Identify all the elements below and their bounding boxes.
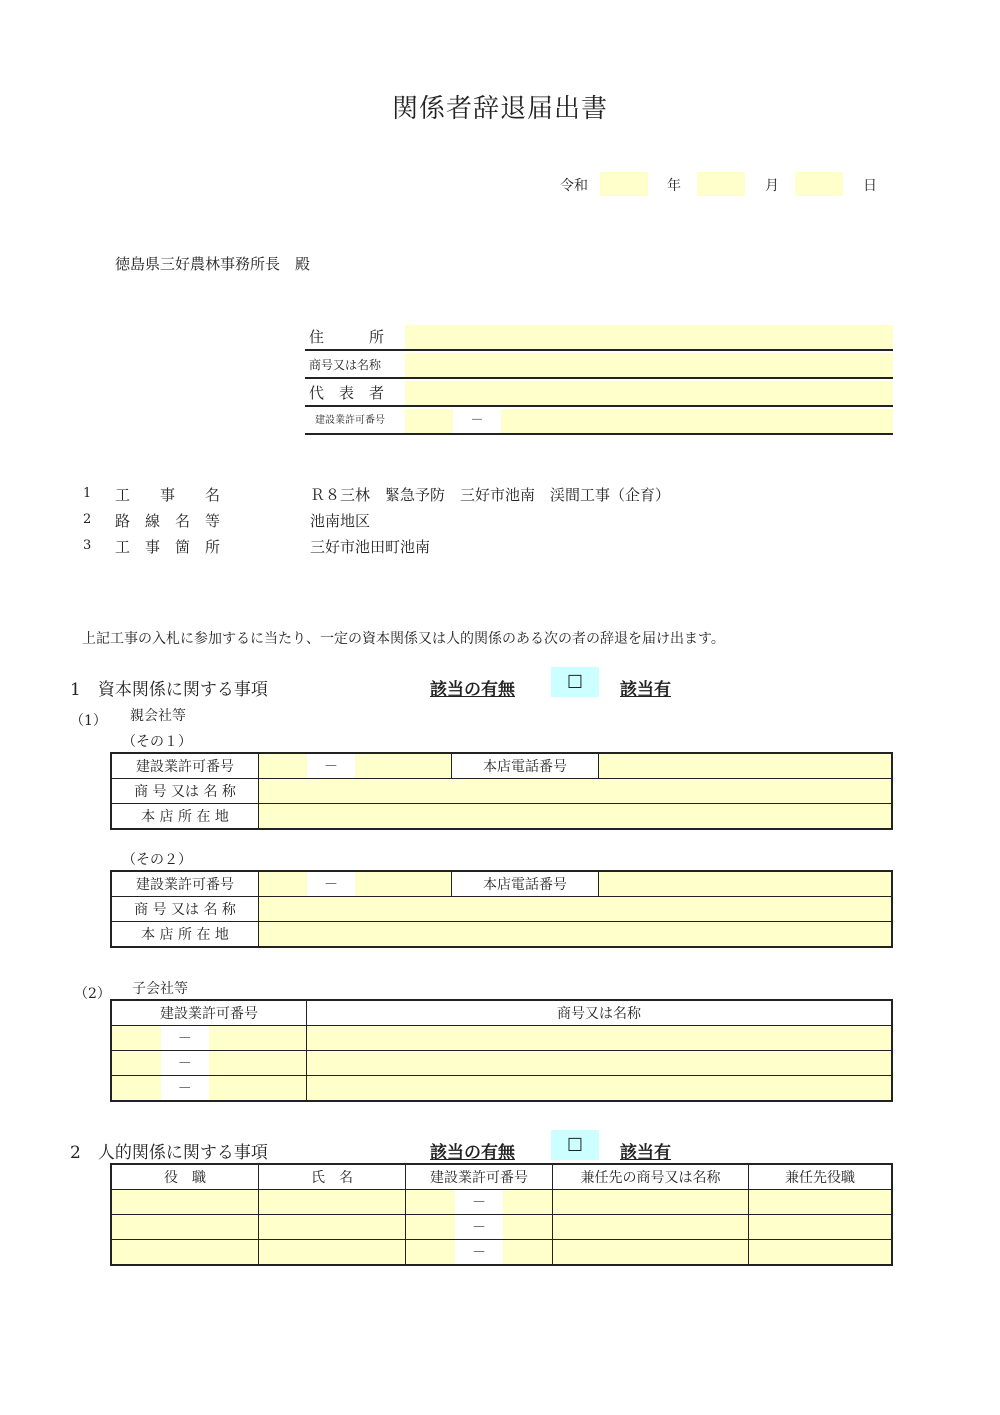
position-field[interactable]: [111, 1190, 259, 1215]
concurrent-company-field[interactable]: [553, 1240, 749, 1266]
date-day-label: 日: [863, 178, 877, 194]
location-header: 本 店 所 在 地: [111, 922, 259, 948]
header-concurrent-company: 兼任先の商号又は名称: [553, 1164, 749, 1190]
location-field[interactable]: [259, 804, 893, 830]
license-field-2[interactable]: [501, 409, 893, 433]
company-name-field[interactable]: [259, 779, 893, 804]
company-name-field[interactable]: [405, 353, 893, 377]
sub2-dash: －: [161, 1026, 209, 1051]
concurrent-company-field[interactable]: [553, 1215, 749, 1240]
sub2-dash: －: [161, 1051, 209, 1076]
date-month-label: 月: [765, 178, 779, 194]
sub2-license-header: 建設業許可番号: [111, 1000, 307, 1026]
personnel-table: [110, 1163, 893, 1266]
concurrent-position-field[interactable]: [749, 1240, 893, 1266]
section2-answer: 該当有: [620, 1143, 671, 1163]
date-day-field[interactable]: [795, 172, 843, 196]
license-label: 建設業許可番号: [315, 415, 385, 426]
sub2-license-a[interactable]: [111, 1026, 161, 1051]
statement: 上記工事の入札に参加するに当たり、一定の資本関係又は人的関係のある次の者の辞退を届け出ます。: [82, 631, 725, 647]
location-field[interactable]: [259, 922, 893, 948]
license-field-b[interactable]: [503, 1215, 552, 1240]
sub2-name-header: 商号又は名称: [307, 1000, 893, 1026]
section1-checkbox[interactable]: ☐: [551, 667, 599, 697]
work-no-1: 1: [83, 486, 92, 501]
license-dash: －: [307, 871, 355, 897]
license-header: 建設業許可番号: [111, 871, 259, 897]
license-header: 建設業許可番号: [111, 753, 259, 779]
sub2-license-b[interactable]: [209, 1026, 307, 1051]
phone-header: 本店電話番号: [452, 753, 599, 779]
company-name-header: 商 号 又は 名 称: [111, 779, 259, 804]
sub2-no: （2）: [74, 986, 111, 1002]
work-value-2: 池南地区: [310, 512, 371, 530]
license-dash: －: [455, 1190, 504, 1215]
location-header: 本 店 所 在 地: [111, 804, 259, 830]
license-field-a[interactable]: [259, 871, 308, 897]
section2-checkbox[interactable]: ☐: [551, 1130, 599, 1160]
sub2-license-a[interactable]: [111, 1051, 161, 1076]
license-dash: －: [455, 1240, 504, 1266]
name-field[interactable]: [259, 1240, 406, 1266]
work-no-3: 3: [83, 538, 92, 553]
sub2-label: 子会社等: [132, 981, 188, 997]
license-field-b[interactable]: [355, 871, 452, 897]
phone-header: 本店電話番号: [452, 871, 599, 897]
representative-label: 代 表 者: [309, 384, 385, 402]
header-concurrent-position: 兼任先役職: [749, 1164, 893, 1190]
concurrent-company-field[interactable]: [553, 1190, 749, 1215]
license-field-1[interactable]: [405, 409, 453, 433]
license-field-a[interactable]: [259, 753, 308, 779]
sub2-name-field[interactable]: [307, 1026, 893, 1051]
sub1-part2: （その２）: [122, 852, 192, 868]
license-field-b[interactable]: [503, 1240, 552, 1266]
license-dash: －: [470, 413, 484, 428]
work-label-1: 工 事 名: [115, 486, 221, 504]
sub2-dash: －: [161, 1076, 209, 1102]
name-field[interactable]: [259, 1190, 406, 1215]
phone-field[interactable]: [599, 753, 893, 779]
position-field[interactable]: [111, 1240, 259, 1266]
parent-company-table-2: [110, 870, 893, 948]
license-field-b[interactable]: [503, 1190, 552, 1215]
applicant-block: [305, 325, 893, 435]
addressee: 徳島県三好農林事務所長 殿: [115, 255, 311, 273]
subsidiary-table: [110, 999, 893, 1102]
license-dash: －: [307, 753, 355, 779]
header-license: 建設業許可番号: [406, 1164, 553, 1190]
header-name: 氏 名: [259, 1164, 406, 1190]
license-field-a[interactable]: [406, 1240, 455, 1266]
license-field-a[interactable]: [406, 1190, 455, 1215]
concurrent-position-field[interactable]: [749, 1215, 893, 1240]
header-position: 役 職: [111, 1164, 259, 1190]
sub2-name-field[interactable]: [307, 1051, 893, 1076]
section1-title: 1 資本関係に関する事項: [70, 680, 268, 700]
work-label-2: 路 線 名 等: [115, 512, 221, 530]
page-title: 関係者辞退届出書: [391, 94, 608, 124]
work-value-3: 三好市池田町池南: [310, 538, 431, 556]
address-field[interactable]: [405, 325, 893, 349]
section2-title: 2 人的関係に関する事項: [70, 1143, 268, 1163]
work-no-2: 2: [83, 512, 92, 527]
date-year-field[interactable]: [600, 172, 648, 196]
license-field-b[interactable]: [355, 753, 452, 779]
sub1-label: 親会社等: [130, 708, 186, 724]
date-era: 令和: [560, 178, 588, 194]
concurrent-position-field[interactable]: [749, 1190, 893, 1215]
sub2-license-b[interactable]: [209, 1076, 307, 1102]
company-name-header: 商 号 又は 名 称: [111, 897, 259, 922]
sub1-part1: （その１）: [122, 734, 192, 750]
section1-question: 該当の有無: [430, 680, 515, 700]
work-value-1: Ｒ８三林 緊急予防 三好市池南 渓間工事（企育）: [310, 486, 671, 504]
phone-field[interactable]: [599, 871, 893, 897]
sub2-name-field[interactable]: [307, 1076, 893, 1102]
sub2-license-a[interactable]: [111, 1076, 161, 1102]
date-year-label: 年: [667, 178, 681, 194]
sub2-license-b[interactable]: [209, 1051, 307, 1076]
date-month-field[interactable]: [697, 172, 745, 196]
license-dash: －: [455, 1215, 504, 1240]
section1-answer: 該当有: [620, 680, 671, 700]
representative-field[interactable]: [405, 381, 893, 405]
company-name-field[interactable]: [259, 897, 893, 922]
company-name-label: 商号又は名称: [309, 358, 382, 372]
sub1-no: （1）: [70, 713, 107, 729]
work-label-3: 工 事 箇 所: [115, 538, 221, 556]
parent-company-table-1: [110, 752, 893, 830]
license-field-a[interactable]: [406, 1215, 455, 1240]
section2-question: 該当の有無: [430, 1143, 515, 1163]
position-field[interactable]: [111, 1215, 259, 1240]
name-field[interactable]: [259, 1215, 406, 1240]
address-label: 住 所: [309, 328, 385, 346]
